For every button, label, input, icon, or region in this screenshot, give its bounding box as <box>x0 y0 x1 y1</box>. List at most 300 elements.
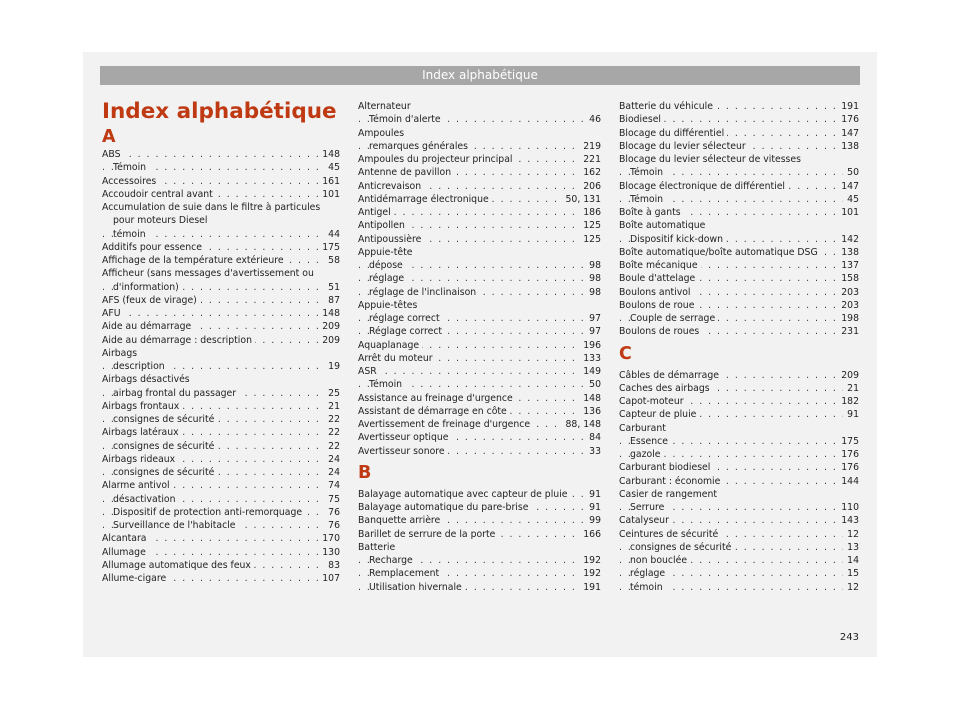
index-entry <box>619 514 859 527</box>
index-entry <box>358 166 601 179</box>
index-entry <box>102 572 340 585</box>
entry-page-ref: 50, 131 <box>562 193 602 206</box>
entry-page-ref: 107 <box>318 572 340 585</box>
entry-term: dépose <box>369 259 406 272</box>
index-entry <box>619 382 859 395</box>
section-letter: B <box>358 462 372 483</box>
entry-page-ref: 83 <box>324 559 340 572</box>
index-entry <box>619 127 859 140</box>
entry-page-ref: 101 <box>837 206 859 219</box>
index-subentry <box>102 387 340 400</box>
index-entry <box>102 307 340 320</box>
entry-term: Boîte automatique/boîte automatique DSG <box>619 246 821 259</box>
index-entry <box>619 272 859 285</box>
index-subentry <box>102 413 340 426</box>
entry-page-ref: 144 <box>837 475 859 488</box>
index-entry <box>358 219 601 232</box>
index-subentry <box>619 233 859 246</box>
index-entry <box>619 286 859 299</box>
index-entry <box>358 153 601 166</box>
index-entry <box>102 400 340 413</box>
entry-page-ref: 182 <box>837 395 859 408</box>
index-subentry <box>619 312 859 325</box>
index-entry <box>358 193 601 206</box>
entry-page-ref: 19 <box>324 360 340 373</box>
entry-term: Carburant biodiesel <box>619 461 713 474</box>
entry-page-ref: 125 <box>579 219 601 232</box>
index-subentry <box>619 435 859 448</box>
leader-dots <box>358 365 601 378</box>
index-entry <box>619 113 859 126</box>
entry-page-ref: 186 <box>579 206 601 219</box>
entry-page-ref: 24 <box>324 453 340 466</box>
index-entry <box>102 294 340 307</box>
entry-term: Airbags rideaux <box>102 453 178 466</box>
entry-page-ref: 87 <box>324 294 340 307</box>
entry-term: Témoin <box>630 193 666 206</box>
entry-term: consignes de sécurité <box>630 541 734 554</box>
entry-term: Témoin <box>369 378 405 391</box>
entry-page-ref: 84 <box>585 431 601 444</box>
entry-term: Couple de serrage <box>630 312 718 325</box>
index-entry <box>102 320 340 333</box>
entry-page-ref: 24 <box>324 466 340 479</box>
index-column-3 <box>619 100 859 594</box>
index-entry <box>619 140 859 153</box>
entry-page-ref: 138 <box>837 140 859 153</box>
index-entry <box>358 488 601 501</box>
entry-page-ref: 22 <box>324 426 340 439</box>
index-subentry <box>358 286 601 299</box>
entry-page-ref: 13 <box>843 541 859 554</box>
index-entry <box>358 514 601 527</box>
entry-page-ref: 15 <box>843 567 859 580</box>
entry-term: Antigel <box>358 206 394 219</box>
entry-page-ref: 12 <box>843 528 859 541</box>
entry-term: Allumage automatique des feux <box>102 559 254 572</box>
index-entry <box>102 546 340 559</box>
entry-page-ref: 198 <box>837 312 859 325</box>
entry-term: Barillet de serrure de la porte <box>358 528 498 541</box>
entry-page-ref: 130 <box>318 546 340 559</box>
entry-page-ref: 138 <box>837 246 859 259</box>
entry-term: Accumulation de suie dans le filtre à particules <box>102 201 323 214</box>
entry-page-ref: 46 <box>585 113 601 126</box>
entry-term: Ampoules du projecteur principal <box>358 153 515 166</box>
entry-term: consignes de sécurité <box>113 440 217 453</box>
entry-term: Dispositif de protection anti-remorquage <box>113 506 305 519</box>
index-subentry <box>358 567 601 580</box>
entry-page-ref: 209 <box>837 369 859 382</box>
entry-term: Essence <box>630 435 671 448</box>
entry-term: Remplacement <box>369 567 442 580</box>
index-entry <box>358 180 601 193</box>
entry-page-ref: 192 <box>579 567 601 580</box>
index-entry <box>102 241 340 254</box>
entry-term: désactivation <box>113 493 179 506</box>
index-entry <box>619 325 859 338</box>
index-entry <box>619 299 859 312</box>
entry-term: Alternateur <box>358 100 414 113</box>
entry-term: Batterie <box>358 541 398 554</box>
entry-page-ref: 196 <box>579 339 601 352</box>
index-subentry <box>358 554 601 567</box>
entry-term: Blocage du différentiel <box>619 127 727 140</box>
index-subentry <box>619 448 859 461</box>
index-entry <box>619 153 859 166</box>
index-entry <box>358 431 601 444</box>
entry-term: Réglage correct <box>369 325 445 338</box>
index-subentry <box>619 193 859 206</box>
entry-page-ref: 170 <box>318 532 340 545</box>
index-subentry <box>358 259 601 272</box>
index-entry <box>619 408 859 421</box>
entry-term: Avertisseur sonore <box>358 445 448 458</box>
entry-term: Balayage automatique du pare-brise <box>358 501 531 514</box>
entry-page-ref: 147 <box>837 127 859 140</box>
entry-page-ref: 51 <box>324 281 340 294</box>
entry-page-ref: 99 <box>585 514 601 527</box>
index-entry <box>102 188 340 201</box>
entry-term: Blocage du levier sélecteur de vitesses <box>619 153 804 166</box>
index-entry <box>619 395 859 408</box>
entry-term: Boîte à gants <box>619 206 684 219</box>
entry-page-ref: 192 <box>579 554 601 567</box>
entry-page-ref: 148 <box>579 392 601 405</box>
entry-term: Antipollen <box>358 219 408 232</box>
entry-page-ref: 219 <box>579 140 601 153</box>
entry-page-ref: 76 <box>324 506 340 519</box>
entry-term: Utilisation hivernale <box>369 581 465 594</box>
entry-term: Capteur de pluie <box>619 408 699 421</box>
entry-term: Témoin <box>630 166 666 179</box>
index-entry <box>358 528 601 541</box>
entry-term: Casier de rangement <box>619 488 720 501</box>
index-entry <box>358 299 601 312</box>
entry-page-ref: 206 <box>579 180 601 193</box>
entry-term: Témoin <box>113 161 149 174</box>
entry-page-ref: 21 <box>324 400 340 413</box>
index-entry <box>358 445 601 458</box>
entry-term: ASR <box>358 365 380 378</box>
entry-page-ref: 12 <box>843 581 859 594</box>
index-subentry <box>619 581 859 594</box>
entry-term: Blocage électronique de différentiel <box>619 180 788 193</box>
entry-term: Accessoires <box>102 175 159 188</box>
entry-page-ref: 58 <box>324 254 340 267</box>
entry-term: réglage <box>369 272 407 285</box>
index-entry <box>358 365 601 378</box>
index-entry <box>358 127 601 140</box>
entry-term: Airbags désactivés <box>102 373 193 386</box>
index-subentry <box>102 440 340 453</box>
entry-page-ref: 98 <box>585 272 601 285</box>
entry-term: Afficheur (sans messages d'avertissement ou <box>102 267 317 280</box>
entry-term: Ceintures de sécurité <box>619 528 721 541</box>
entry-page-ref: 22 <box>324 413 340 426</box>
index-entry <box>102 175 340 188</box>
entry-term: Recharge <box>369 554 416 567</box>
entry-term: Affichage de la température extérieure <box>102 254 287 267</box>
index-subentry <box>102 360 340 373</box>
index-entry <box>619 369 859 382</box>
index-subentry <box>619 567 859 580</box>
entry-page-ref: 50 <box>843 166 859 179</box>
index-entry <box>102 347 340 360</box>
entry-term: Surveillance de l'habitacle <box>113 519 239 532</box>
index-entry <box>619 475 859 488</box>
index-entry <box>358 501 601 514</box>
entry-term: Appuie-têtes <box>358 299 420 312</box>
index-entry <box>358 339 601 352</box>
index-entry <box>102 254 340 267</box>
entry-term: AFU <box>102 307 124 320</box>
entry-page-ref: 50 <box>585 378 601 391</box>
entry-page-ref: 125 <box>579 233 601 246</box>
index-column-1 <box>102 126 340 585</box>
entry-term: Câbles de démarrage <box>619 369 722 382</box>
index-subentry <box>619 501 859 514</box>
index-column-2 <box>358 100 601 594</box>
entry-term: d'information) <box>113 281 182 294</box>
entry-page-ref: 176 <box>837 461 859 474</box>
entry-page-ref: 203 <box>837 299 859 312</box>
index-subentry <box>619 541 859 554</box>
running-header: Index alphabétique <box>100 66 860 85</box>
entry-term: description <box>113 360 168 373</box>
entry-page-ref: 137 <box>837 259 859 272</box>
entry-page-ref: 22 <box>324 440 340 453</box>
entry-term: Caches des airbags <box>619 382 713 395</box>
entry-page-ref: 158 <box>837 272 859 285</box>
entry-page-ref: 147 <box>837 180 859 193</box>
entry-term: Appuie-tête <box>358 246 415 259</box>
entry-page-ref: 45 <box>843 193 859 206</box>
section-letter: A <box>102 127 116 147</box>
entry-term: Additifs pour essence <box>102 241 205 254</box>
entry-term: réglage correct <box>369 312 443 325</box>
entry-page-ref: 143 <box>837 514 859 527</box>
entry-page-ref: 88, 148 <box>562 418 602 431</box>
entry-term: Airbags <box>102 347 140 360</box>
entry-page-ref: 161 <box>318 175 340 188</box>
entry-term: témoin <box>630 581 666 594</box>
index-entry <box>619 422 859 435</box>
entry-term: Avertissement de freinage d'urgence <box>358 418 533 431</box>
entry-term: Témoin d'alerte <box>369 113 444 126</box>
entry-term: remarques générales <box>369 140 471 153</box>
index-entry <box>102 267 340 280</box>
index-entry <box>102 334 340 347</box>
index-entry <box>358 392 601 405</box>
index-entry <box>619 219 859 232</box>
entry-term: consignes de sécurité <box>113 413 217 426</box>
entry-page-ref: 74 <box>324 479 340 492</box>
entry-page-ref: 231 <box>837 325 859 338</box>
entry-term: Airbags frontaux <box>102 400 182 413</box>
entry-page-ref: 44 <box>324 228 340 241</box>
entry-term: Aquaplanage <box>358 339 422 352</box>
entry-page-ref: 91 <box>843 408 859 421</box>
entry-term: Boîte mécanique <box>619 259 701 272</box>
entry-term: consignes de sécurité <box>113 466 217 479</box>
entry-page-ref: 101 <box>318 188 340 201</box>
entry-term: ABS <box>102 148 123 161</box>
entry-term: Boule d'attelage <box>619 272 698 285</box>
index-subentry <box>102 281 340 294</box>
entry-page-ref: 21 <box>843 382 859 395</box>
entry-page-ref: 209 <box>318 334 340 347</box>
index-subentry <box>102 493 340 506</box>
index-entry <box>358 418 601 431</box>
entry-page-ref: 136 <box>579 405 601 418</box>
entry-term: Capot-moteur <box>619 395 687 408</box>
entry-term: Boîte automatique <box>619 219 708 232</box>
index-subentry <box>358 378 601 391</box>
index-entry <box>619 246 859 259</box>
index-entry <box>102 453 340 466</box>
entry-term: réglage de l'inclinaison <box>369 286 479 299</box>
entry-term: non bouclée <box>630 554 690 567</box>
index-subentry <box>358 325 601 338</box>
index-subentry <box>102 161 340 174</box>
index-entry <box>102 479 340 492</box>
entry-page-ref: 91 <box>585 501 601 514</box>
entry-page-ref: 14 <box>843 554 859 567</box>
index-subentry <box>358 140 601 153</box>
entry-term: Alarme antivol <box>102 479 173 492</box>
entry-page-ref: 166 <box>579 528 601 541</box>
index-entry <box>102 426 340 439</box>
entry-term: Aide au démarrage : description <box>102 334 255 347</box>
entry-page-ref: 33 <box>585 445 601 458</box>
index-subentry <box>102 519 340 532</box>
index-entry <box>619 488 859 501</box>
entry-term: Boulons antivol <box>619 286 694 299</box>
entry-term: Ampoules <box>358 127 407 140</box>
index-entry <box>619 259 859 272</box>
entry-term: Allume-cigare <box>102 572 169 585</box>
entry-term: Dispositif kick-down <box>630 233 726 246</box>
entry-page-ref: 76 <box>324 519 340 532</box>
index-subentry <box>619 554 859 567</box>
index-subentry <box>102 228 340 241</box>
entry-term: Avertisseur optique <box>358 431 452 444</box>
entry-page-ref: 97 <box>585 312 601 325</box>
entry-term: réglage <box>630 567 668 580</box>
index-subentry <box>619 166 859 179</box>
leader-dots <box>102 148 340 161</box>
entry-page-ref: 176 <box>837 113 859 126</box>
entry-page-ref: 175 <box>318 241 340 254</box>
index-entry <box>619 206 859 219</box>
entry-page-ref: 133 <box>579 352 601 365</box>
leader-dots <box>102 307 340 320</box>
entry-term: Carburant <box>619 422 669 435</box>
entry-term: Antidémarrage électronique <box>358 193 492 206</box>
entry-term: AFS (feux de virage) <box>102 294 200 307</box>
entry-term: Accoudoir central avant <box>102 188 216 201</box>
index-entry <box>102 148 340 161</box>
entry-page-ref: 221 <box>579 153 601 166</box>
entry-page-ref: 97 <box>585 325 601 338</box>
entry-page-ref: 98 <box>585 286 601 299</box>
entry-page-ref: 209 <box>318 320 340 333</box>
entry-term: Catalyseur <box>619 514 672 527</box>
entry-term: gazole <box>630 448 663 461</box>
entry-term: Arrêt du moteur <box>358 352 436 365</box>
entry-page-ref: 162 <box>579 166 601 179</box>
entry-term: Serrure <box>630 501 667 514</box>
entry-term: Carburant : économie <box>619 475 723 488</box>
index-entry <box>358 100 601 113</box>
index-entry <box>102 559 340 572</box>
index-entry <box>358 541 601 554</box>
entry-term: Blocage du levier sélecteur <box>619 140 749 153</box>
entry-page-ref: 148 <box>318 307 340 320</box>
index-subentry <box>358 581 601 594</box>
index-entry <box>619 100 859 113</box>
index-entry <box>102 373 340 386</box>
entry-term: Allumage <box>102 546 149 559</box>
entry-page-ref: 98 <box>585 259 601 272</box>
entry-term: Antenne de pavillon <box>358 166 454 179</box>
entry-term: Anticrevaison <box>358 180 424 193</box>
entry-term: Banquette arrière <box>358 514 443 527</box>
entry-page-ref: 91 <box>585 488 601 501</box>
index-subentry <box>358 312 601 325</box>
entry-page-ref: 142 <box>837 233 859 246</box>
index-entry <box>358 352 601 365</box>
leader-dots <box>358 206 601 219</box>
index-entry <box>619 461 859 474</box>
entry-page-ref: 203 <box>837 286 859 299</box>
entry-page-ref: 75 <box>324 493 340 506</box>
index-entry <box>358 233 601 246</box>
index-subentry <box>102 466 340 479</box>
entry-page-ref: 148 <box>318 148 340 161</box>
entry-term: Aide au démarrage <box>102 320 194 333</box>
section-letter: C <box>619 343 632 364</box>
index-subentry <box>102 214 340 227</box>
index-entry <box>619 528 859 541</box>
index-entry <box>358 246 601 259</box>
index-subentry <box>102 506 340 519</box>
entry-term: Assistant de démarrage en côte <box>358 405 510 418</box>
entry-term: Assistance au freinage d'urgence <box>358 392 516 405</box>
index-entry <box>102 532 340 545</box>
entry-page-ref: 110 <box>837 501 859 514</box>
entry-term: Balayage automatique avec capteur de pluie <box>358 488 571 501</box>
page-title: Index alphabétique <box>102 99 337 124</box>
entry-page-ref: 25 <box>324 387 340 400</box>
entry-page-ref: 149 <box>579 365 601 378</box>
index-subentry <box>358 113 601 126</box>
entry-page-ref: 45 <box>324 161 340 174</box>
entry-term: Boulons de roues <box>619 325 702 338</box>
entry-term: Antipoussière <box>358 233 424 246</box>
entry-term: Batterie du véhicule <box>619 100 716 113</box>
entry-page-ref: 191 <box>579 581 601 594</box>
entry-term: Airbags latéraux <box>102 426 182 439</box>
entry-term: airbag frontal du passager <box>113 387 239 400</box>
entry-term: pour moteurs Diesel <box>113 214 211 227</box>
index-entry <box>102 201 340 214</box>
entry-term: Boulons de roue <box>619 299 697 312</box>
entry-term: témoin <box>113 228 149 241</box>
entry-page-ref: 175 <box>837 435 859 448</box>
page-number: 243 <box>839 632 859 643</box>
